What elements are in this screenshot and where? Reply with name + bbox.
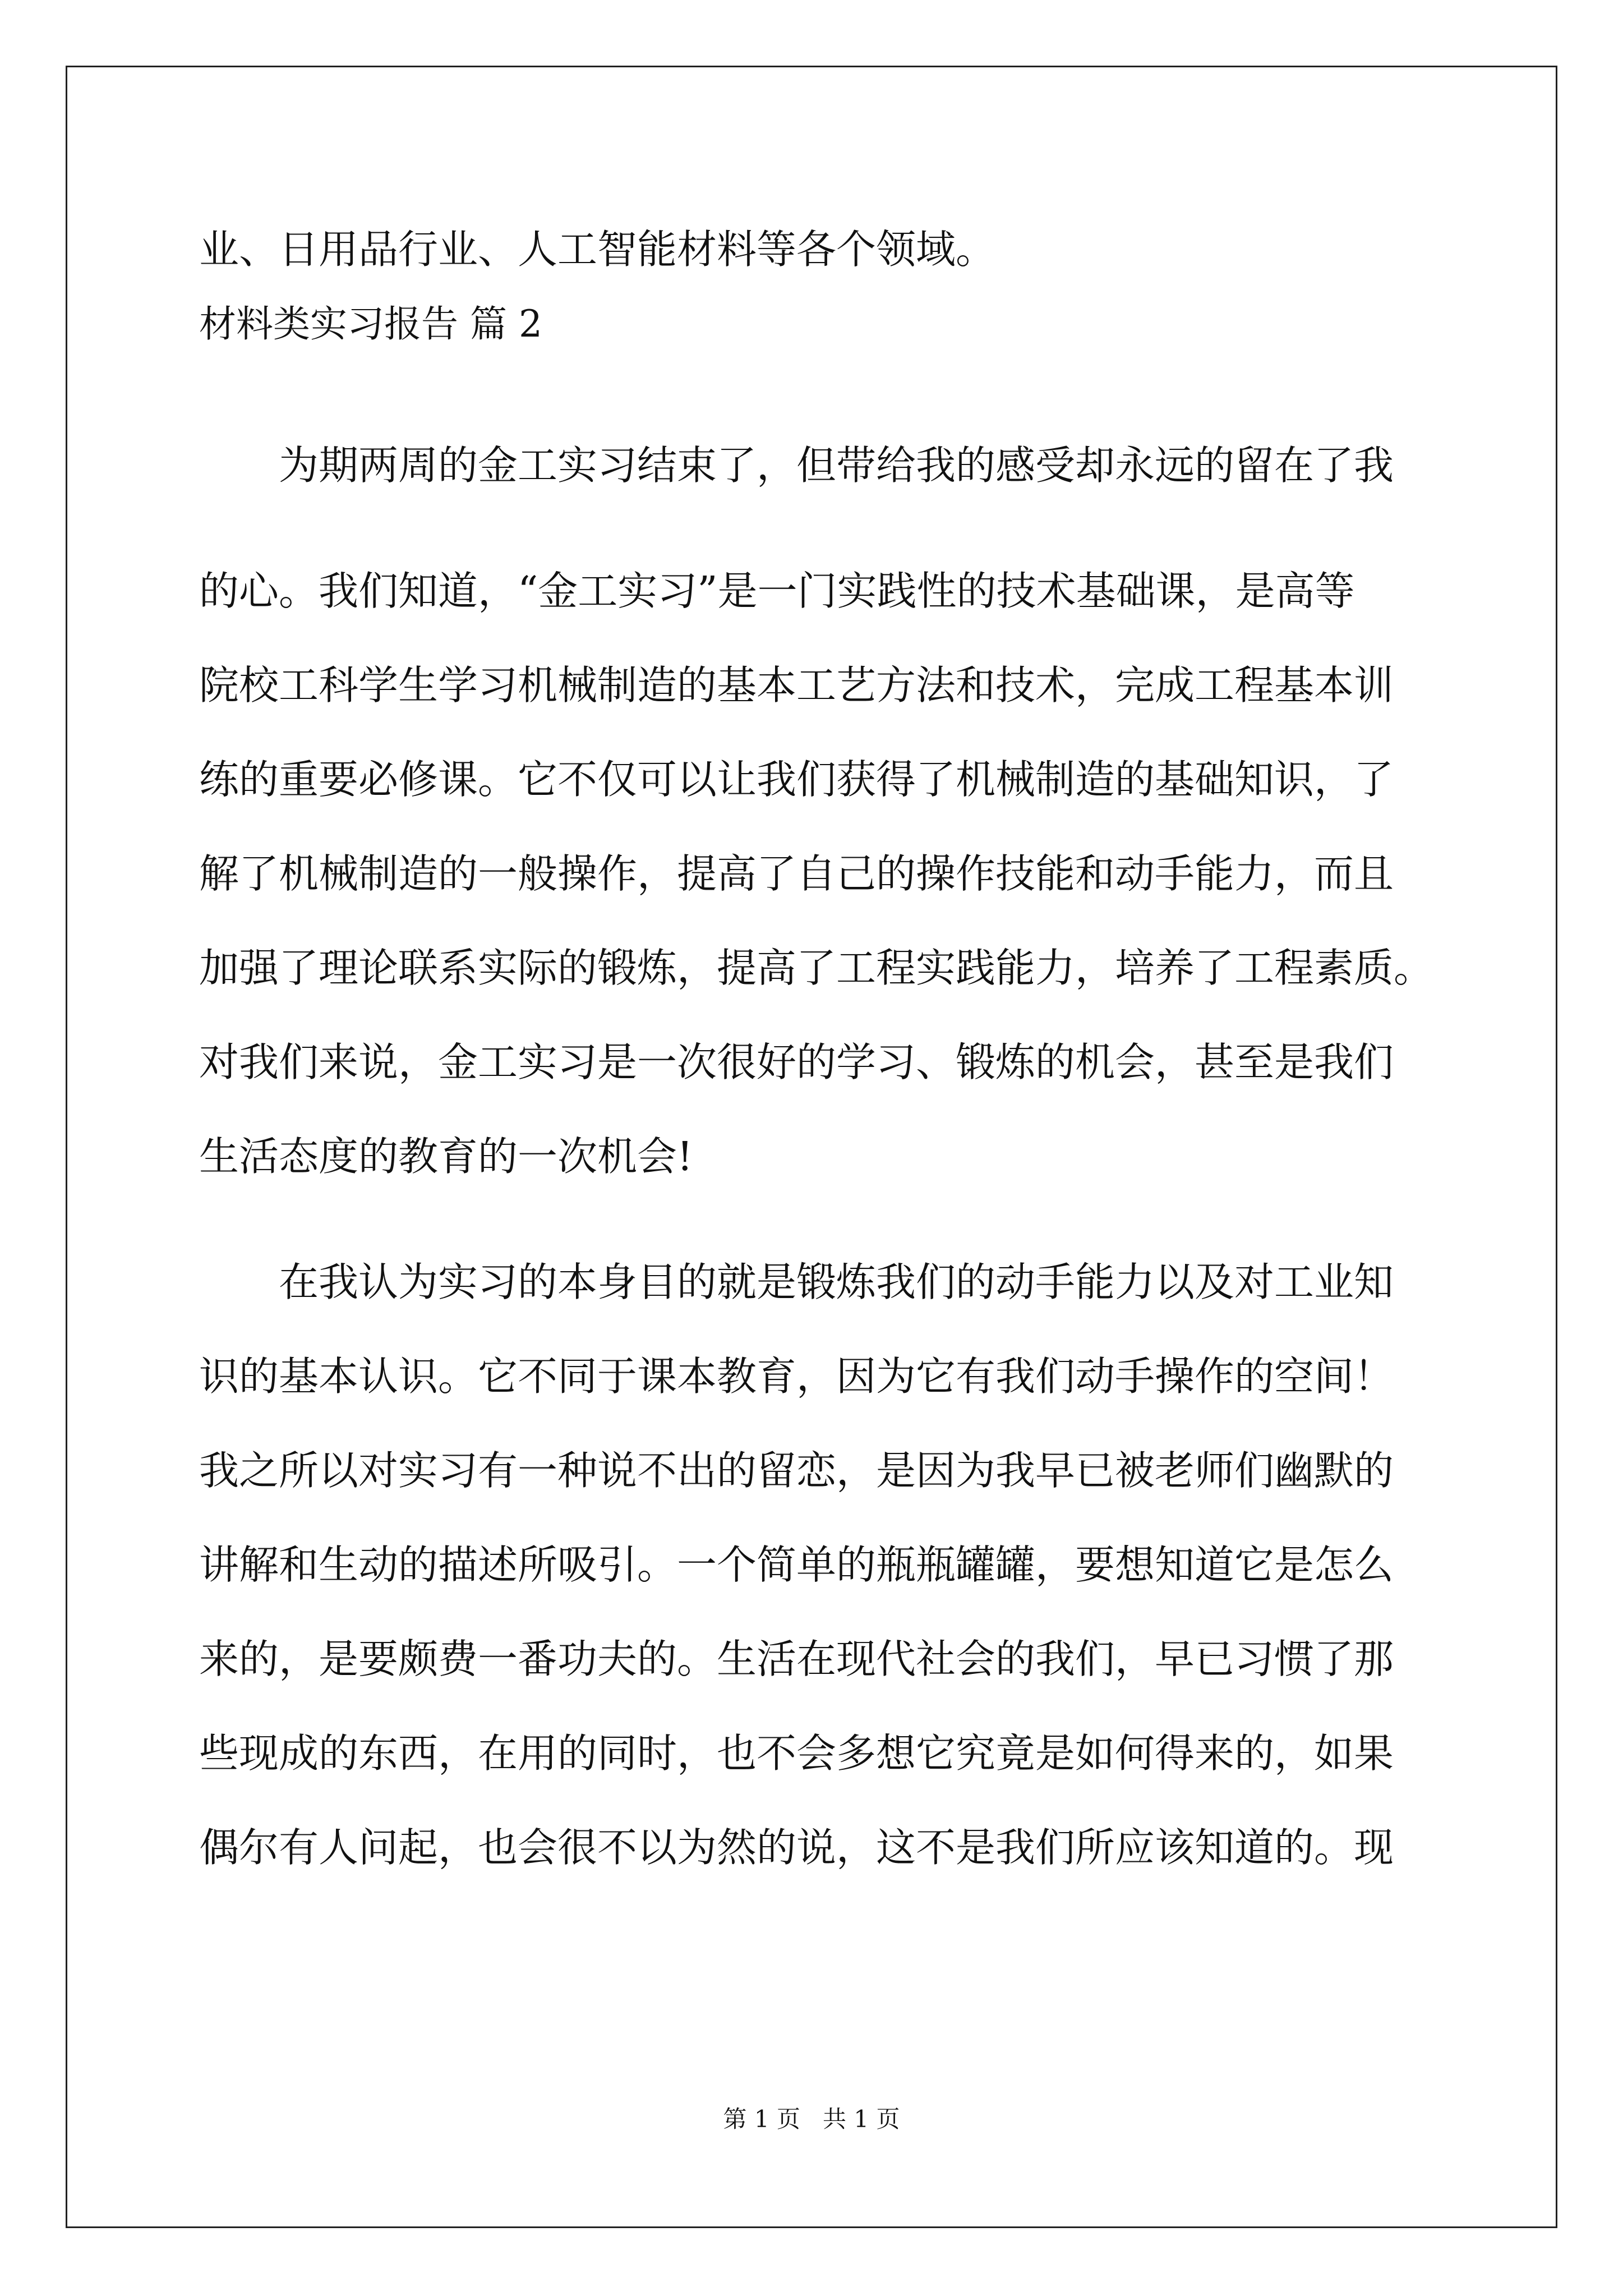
paragraph-1-line-5: 解了机械制造的一般操作，提高了自己的操作技能和动手能力，而且: [199, 850, 1394, 897]
paragraph-2-line-3: 我之所以对实习有一种说不出的留恋，是因为我早已被老师们幽默的: [199, 1447, 1394, 1494]
paragraph-1-line-7: 对我们来说，金工实习是一次很好的学习、锻炼的机会，甚至是我们: [199, 1039, 1394, 1085]
paragraph-2-line-4: 讲解和生动的描述所吸引。一个简单的瓶瓶罐罐，要想知道它是怎么: [199, 1542, 1394, 1588]
paragraph-1-line-4: 练的重要必修课。它不仅可以让我们获得了机械制造的基础知识，了: [199, 756, 1394, 803]
paragraph-1-line-1: 为期两周的金工实习结束了，但带给我的感受却永远的留在了我: [279, 442, 1394, 489]
paragraph-2-line-7: 偶尔有人问起，也会很不以为然的说，这不是我们所应该知道的。现: [199, 1824, 1394, 1871]
paragraph-1-line-6: 加强了理论联系实际的锻炼，提高了工程实践能力，培养了工程素质。: [199, 945, 1434, 991]
paragraph-1-line-3: 院校工科学生学习机械制造的基本工艺方法和技术，完成工程基本训: [199, 662, 1394, 708]
continuation-line: 业、日用品行业、人工智能材料等各个领域。: [199, 226, 996, 273]
paragraph-2-line-1: 在我认为实习的本身目的就是锻炼我们的动手能力以及对工业知: [279, 1259, 1394, 1305]
paragraph-1-line-2: 的心。我们知道，“金工实习”是一门实践性的技术基础课，是高等: [199, 568, 1355, 614]
paragraph-2-line-6: 些现成的东西，在用的同时，也不会多想它究竟是如何得来的，如果: [199, 1730, 1394, 1777]
section-heading: 材料类实习报告 篇 2: [199, 302, 542, 346]
paragraph-1-line-8: 生活态度的教育的一次机会!: [199, 1133, 693, 1180]
paragraph-2-line-2: 识的基本认识。它不同于课本教育，因为它有我们动手操作的空间！: [199, 1353, 1394, 1400]
paragraph-2-line-5: 来的，是要颇费一番功夫的。生活在现代社会的我们，早已习惯了那: [199, 1636, 1394, 1682]
page-number-footer: 第 1 页 共 1 页: [723, 2105, 900, 2133]
